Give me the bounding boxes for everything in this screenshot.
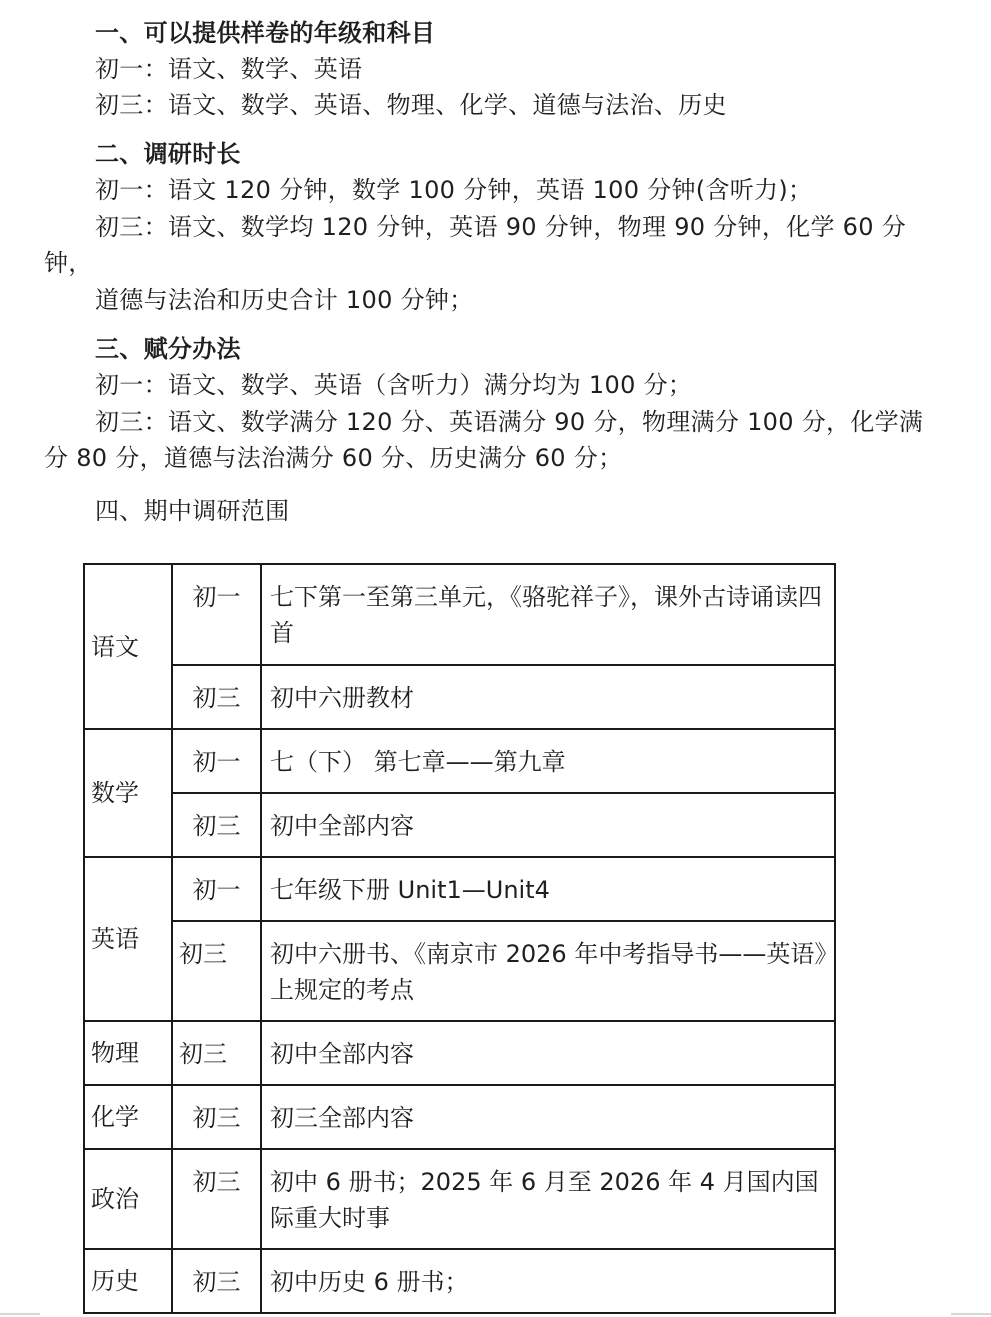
- section1-line-grade3: 初三：语文、数学、英语、物理、化学、道德与法治、历史: [95, 91, 727, 119]
- subject-cell-english: 英语: [84, 857, 172, 1021]
- section-heading-3: 三、赋分办法: [95, 335, 241, 363]
- section3-line-grade3-wrap: 分 80 分，道德与法治满分 60 分、历史满分 60 分；: [44, 444, 623, 472]
- section2-line-grade1: 初一：语文 120 分钟，数学 100 分钟，英语 100 分钟(含听力)；: [95, 176, 813, 204]
- grade-cell: 初三: [172, 1249, 261, 1313]
- grade-cell: 初一: [172, 564, 261, 665]
- grade-cell: 初三: [172, 665, 261, 729]
- scope-cell: 七（下） 第七章——第九章: [261, 729, 835, 793]
- grade-cell: 初三: [172, 1085, 261, 1149]
- scope-cell: 初中六册书、《南京市 2026 年中考指导书——英语》上规定的考点: [261, 921, 835, 1021]
- scope-cell: 七下第一至第三单元，《骆驼祥子》，课外古诗诵读四首: [261, 564, 835, 665]
- grade-cell: 初三: [172, 921, 261, 1021]
- section3-line-grade3: 初三：语文、数学满分 120 分、英语满分 90 分，物理满分 100 分，化学满: [95, 408, 924, 436]
- table-row: [84, 1085, 835, 1149]
- section2-line-grade3-wrap: 钟，: [44, 249, 93, 277]
- scope-cell: 初中 6 册书；2025 年 6 月至 2026 年 4 月国内国际重大时事: [261, 1149, 835, 1249]
- scope-cell: 初中全部内容: [261, 793, 835, 857]
- scope-cell: 初中全部内容: [261, 1021, 835, 1085]
- table-row: [84, 921, 835, 1021]
- scope-cell: 初三全部内容: [261, 1085, 835, 1149]
- section1-line-grade1: 初一：语文、数学、英语: [95, 55, 363, 83]
- table-row: [84, 665, 835, 729]
- section2-line-grade3-cont: 道德与法治和历史合计 100 分钟；: [95, 286, 474, 314]
- subject-cell-chemistry: 化学: [84, 1085, 172, 1149]
- page-edge-mark-right: [951, 1313, 991, 1315]
- table-row: [84, 1149, 835, 1249]
- subject-cell-physics: 物理: [84, 1021, 172, 1085]
- grade-cell: 初一: [172, 857, 261, 921]
- table-row: [84, 564, 835, 665]
- table-row: [84, 793, 835, 857]
- grade-cell: 初一: [172, 729, 261, 793]
- subject-cell-history: 历史: [84, 1249, 172, 1313]
- scope-cell: 初中历史 6 册书；: [261, 1249, 835, 1313]
- scope-cell: 七年级下册 Unit1—Unit4: [261, 857, 835, 921]
- table-row: [84, 857, 835, 921]
- subject-cell-politics: 政治: [84, 1149, 172, 1249]
- scope-cell: 初中六册教材: [261, 665, 835, 729]
- table-row: [84, 1249, 835, 1313]
- subject-cell-math: 数学: [84, 729, 172, 857]
- section-heading-2: 二、调研时长: [95, 140, 241, 168]
- grade-cell: 初三: [172, 793, 261, 857]
- grade-cell: 初三: [172, 1149, 261, 1249]
- section3-line-grade1: 初一：语文、数学、英语（含听力）满分均为 100 分；: [95, 371, 693, 399]
- subject-cell-chinese: 语文: [84, 564, 172, 729]
- table-row: [84, 729, 835, 793]
- table-row: [84, 1021, 835, 1085]
- exam-scope-table: [83, 563, 836, 1314]
- section2-line-grade3: 初三：语文、数学均 120 分钟，英语 90 分钟，物理 90 分钟，化学 60 分: [95, 213, 907, 241]
- section-heading-1: 一、可以提供样卷的年级和科目: [95, 19, 436, 47]
- section-heading-4: 四、期中调研范围: [95, 497, 290, 525]
- grade-cell: 初三: [172, 1021, 261, 1085]
- page-edge-mark-left: [0, 1313, 40, 1315]
